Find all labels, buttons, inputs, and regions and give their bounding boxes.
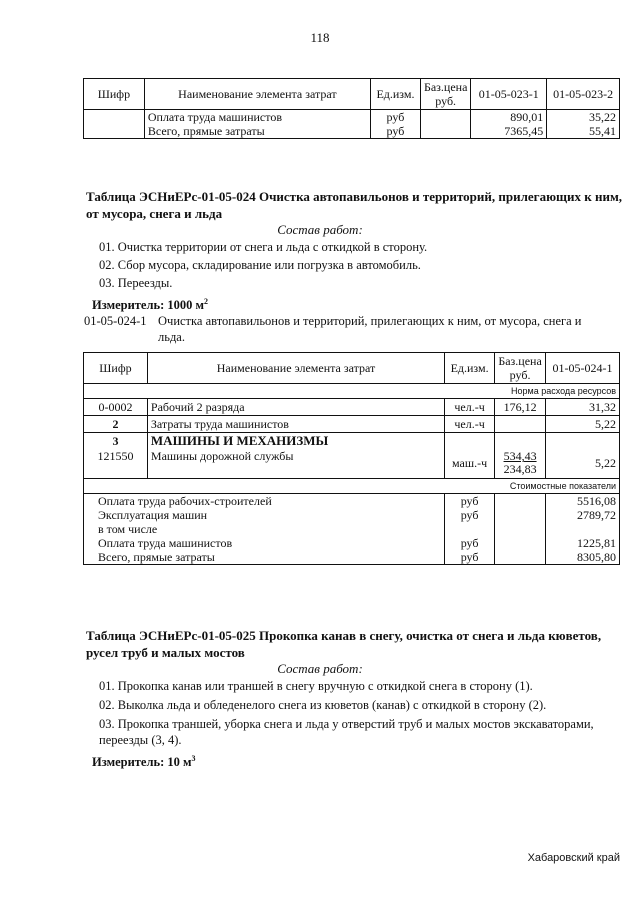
- header-unit: Ед.изм.: [370, 79, 420, 110]
- row-v2: 55,41: [547, 124, 620, 139]
- section-title-024: Таблица ЭСНиЕРс-01-05-024 Очистка автопавильонов и территорий, прилегающих к ним, от мусора, снега и льда: [86, 189, 623, 221]
- row-code: 121550: [84, 449, 148, 479]
- header-col1: 01-05-024-1: [546, 353, 620, 384]
- cost-value: 8305,80: [546, 550, 620, 565]
- code-line-text2: льда.: [158, 330, 185, 344]
- table-row: [84, 449, 620, 479]
- footer-region: Хабаровский край: [527, 852, 620, 864]
- row-price: 534,43 234,83: [495, 449, 546, 479]
- cost-unit: руб: [445, 536, 495, 550]
- row-value: 5,22: [546, 416, 620, 433]
- row-value: 31,32: [546, 399, 620, 416]
- row-unit: [445, 433, 495, 449]
- cost-name: Оплата труда рабочих-строителей: [84, 494, 445, 509]
- row-name: Всего, прямые затраты: [144, 124, 370, 139]
- cost-value: 2789,72: [546, 508, 620, 522]
- row-name: Рабочий 2 разряда: [147, 399, 444, 416]
- meter-label: Измеритель: 10 $м^3$: [92, 754, 196, 770]
- cost-name: Оплата труда машинистов: [84, 536, 445, 550]
- meter-label: Измеритель: 1000 $м^2$: [92, 297, 209, 313]
- cost-value: 1225,81: [546, 536, 620, 550]
- row-value: 5,22: [546, 449, 620, 479]
- table-row: [84, 110, 620, 125]
- row-code: 3: [84, 433, 148, 449]
- work-item: 02. Выколка льда и обледенелого снега из кюветов (канав) с откидкой в сторону (2).: [99, 698, 547, 712]
- header-code: Шифр: [84, 79, 145, 110]
- row-v2: 35,22: [547, 110, 620, 125]
- row-unit: чел.-ч: [445, 399, 495, 416]
- header-unit: Ед.изм.: [445, 353, 495, 384]
- table-row: [84, 522, 620, 536]
- code-line-text: Очистка автопавильонов и территорий, прилегающих к ним, от мусора, снега и: [158, 314, 582, 328]
- table-row: [84, 494, 620, 509]
- row-name: МАШИНЫ И МЕХАНИЗМЫ: [147, 433, 444, 449]
- row-name: Затраты труда машинистов: [147, 416, 444, 433]
- cost-name: Эксплуатация машин: [84, 508, 445, 522]
- table-row-total: [84, 124, 620, 139]
- table-cost-01-05-023: [83, 78, 620, 139]
- header-price: Баз.цена руб.: [495, 353, 546, 384]
- row-price: 176,12: [495, 399, 546, 416]
- composition-label: Состав работ:: [277, 661, 363, 676]
- table-row: [84, 399, 620, 416]
- table-row: [84, 416, 620, 433]
- table-row: [84, 508, 620, 522]
- work-item: 01. Очистка территории от снега и льда с откидкой в сторону.: [99, 240, 428, 254]
- row-value: [546, 433, 620, 449]
- table-cost-01-05-024: [83, 352, 620, 565]
- norm-label: Норма расхода ресурсов: [84, 384, 620, 399]
- row-price: [495, 433, 546, 449]
- page-number: 118: [310, 30, 330, 45]
- row-unit: чел.-ч: [445, 416, 495, 433]
- cost-name: Всего, прямые затраты: [84, 550, 445, 565]
- cost-value: 5516,08: [546, 494, 620, 509]
- table-row: [84, 536, 620, 550]
- header-name: Наименование элемента затрат: [147, 353, 444, 384]
- work-item: 03. Переезды.: [99, 276, 173, 290]
- cost-label: Стоимостные показатели: [84, 479, 620, 494]
- row-v1: 7365,45: [471, 124, 547, 139]
- header-col1: 01-05-023-1: [471, 79, 547, 110]
- composition-label: Состав работ:: [277, 222, 363, 237]
- row-price: [495, 416, 546, 433]
- row-v1: 890,01: [471, 110, 547, 125]
- header-code: Шифр: [84, 353, 148, 384]
- work-item: 01. Прокопка канав или траншей в снегу вручную с откидкой снега в сторону (1).: [99, 679, 533, 693]
- row-code: 2: [84, 416, 148, 433]
- table-row-total: [84, 550, 620, 565]
- work-item: 03. Прокопка траншей, уборка снега и льда у отверстий труб и малых мостов экскаваторами,: [99, 717, 594, 731]
- work-item: переезды (3, 4).: [99, 733, 182, 747]
- cost-unit: руб: [445, 494, 495, 509]
- section-title-025: Таблица ЭСНиЕРс-01-05-025 Прокопка канав в снегу, очистка от снега и льда кюветов, русел труб и малых мостов: [86, 628, 602, 660]
- row-name: Оплата труда машинистов: [144, 110, 370, 125]
- header-col2: 01-05-023-2: [547, 79, 620, 110]
- header-price: Баз.цена руб.: [420, 79, 470, 110]
- cost-name: в том числе: [84, 522, 445, 536]
- cost-unit: руб: [445, 508, 495, 522]
- cost-unit: руб: [445, 550, 495, 565]
- row-unit: руб: [370, 124, 420, 139]
- work-item: 02. Сбор мусора, складирование или погрузка в автомобиль.: [99, 258, 421, 272]
- row-name: Машины дорожной службы: [147, 449, 444, 479]
- table-row: [84, 433, 620, 449]
- row-code: 0-0002: [84, 399, 148, 416]
- header-name: Наименование элемента затрат: [144, 79, 370, 110]
- row-unit: маш.-ч: [445, 449, 495, 479]
- row-unit: руб: [370, 110, 420, 125]
- code-line-code: 01-05-024-1: [84, 314, 147, 328]
